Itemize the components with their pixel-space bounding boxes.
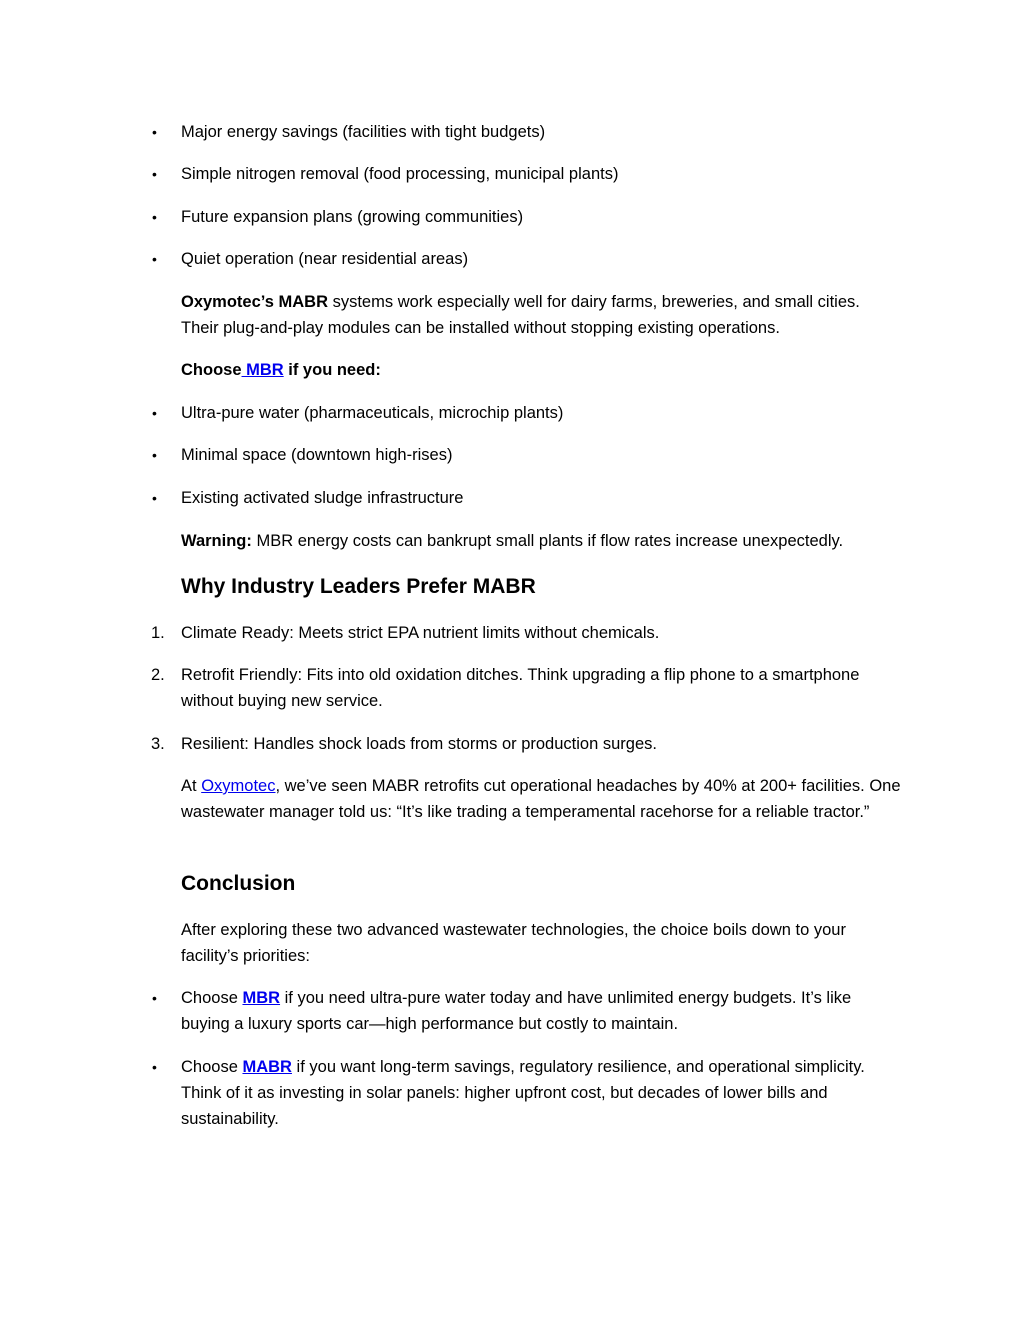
numbered-item: Resilient: Handles shock loads from storms or production surges. [181,735,657,753]
list-item: Quiet operation (near residential areas) [181,250,469,268]
numbered-item: Climate Ready: Meets strict EPA nutrient limits without chemicals. [181,624,660,642]
mbr-link[interactable]: MBR [241,361,284,379]
bullet-dot: • [152,166,157,182]
list-item: Minimal space (downtown high-rises) [181,446,453,464]
list-item: Simple nitrogen removal (food processing, municipal plants) [181,165,619,183]
bullet-dot: • [152,490,157,506]
bullet-dot: • [152,251,157,267]
list-item: Future expansion plans (growing communities) [181,208,524,226]
list-item: Ultra-pure water (pharmaceuticals, microchip plants) [181,404,564,422]
at-prefix: At [181,777,202,795]
mabr-link[interactable]: MABR [242,1058,292,1076]
oxymotec-link[interactable]: Oxymotec [201,777,276,795]
list-item [181,985,901,1037]
list-item-text: if you need ultra-pure water today and have unlimited energy budgets. It’s like buying a luxury sports car—high performance but costly to maintain. [181,989,852,1033]
bullet-dot: • [152,124,157,140]
heading-conclusion: Conclusion [181,872,296,895]
oxymotec-mabr-bold: Oxymotec’s MABR [181,293,329,311]
warning-text: MBR energy costs can bankrupt small plants if flow rates increase unexpectedly. [251,532,844,550]
numbered-item: Retrofit Friendly: Fits into old oxidation ditches. Think upgrading a flip phone to a smartphone without buying new service. [181,666,860,710]
conclusion-paragraph: After exploring these two advanced wastewater technologies, the choice boils down to your facility’s priorities: [181,921,846,965]
choose-mbr-heading [181,357,901,383]
warning-paragraph [181,528,901,554]
choose-suffix: if you need: [283,361,381,379]
bullet-dot: • [152,209,157,225]
bullet-dot: • [152,1059,157,1075]
choose-prefix: Choose [181,989,243,1007]
list-item: Existing activated sludge infrastructure [181,489,464,507]
list-item-text: if you want long-term savings, regulatory resilience, and operational simplicity. Think of it as investing in solar panels: higher upfront cost, but decades of lower bills and sustainability. [181,1058,865,1128]
list-item [181,1054,901,1132]
oxymotec-paragraph [181,289,901,341]
bullet-dot: • [152,990,157,1006]
bullet-dot: • [152,405,157,421]
heading-why-mabr: Why Industry Leaders Prefer MABR [181,575,536,598]
mbr-link[interactable]: MBR [242,989,281,1007]
paragraph-text: , we’ve seen MABR retrofits cut operational headaches by 40% at 200+ facilities. One wastewater manager told us: “It’s like trading a temperamental racehorse for a reliable tractor.” [181,777,901,821]
warning-label: Warning: [181,532,252,550]
oxymotec-quote-paragraph [181,773,901,825]
list-number: 2. [151,666,165,684]
choose-prefix: Choose [181,1058,243,1076]
list-item: Major energy savings (facilities with tight budgets) [181,123,546,141]
list-number: 1. [151,624,165,642]
list-number: 3. [151,735,165,753]
bullet-dot: • [152,447,157,463]
choose-prefix: Choose [181,361,242,379]
paragraph-text: systems work especially well for dairy farms, breweries, and small cities. Their plug-and-play modules can be installed without stopping existing operations. [181,293,860,337]
